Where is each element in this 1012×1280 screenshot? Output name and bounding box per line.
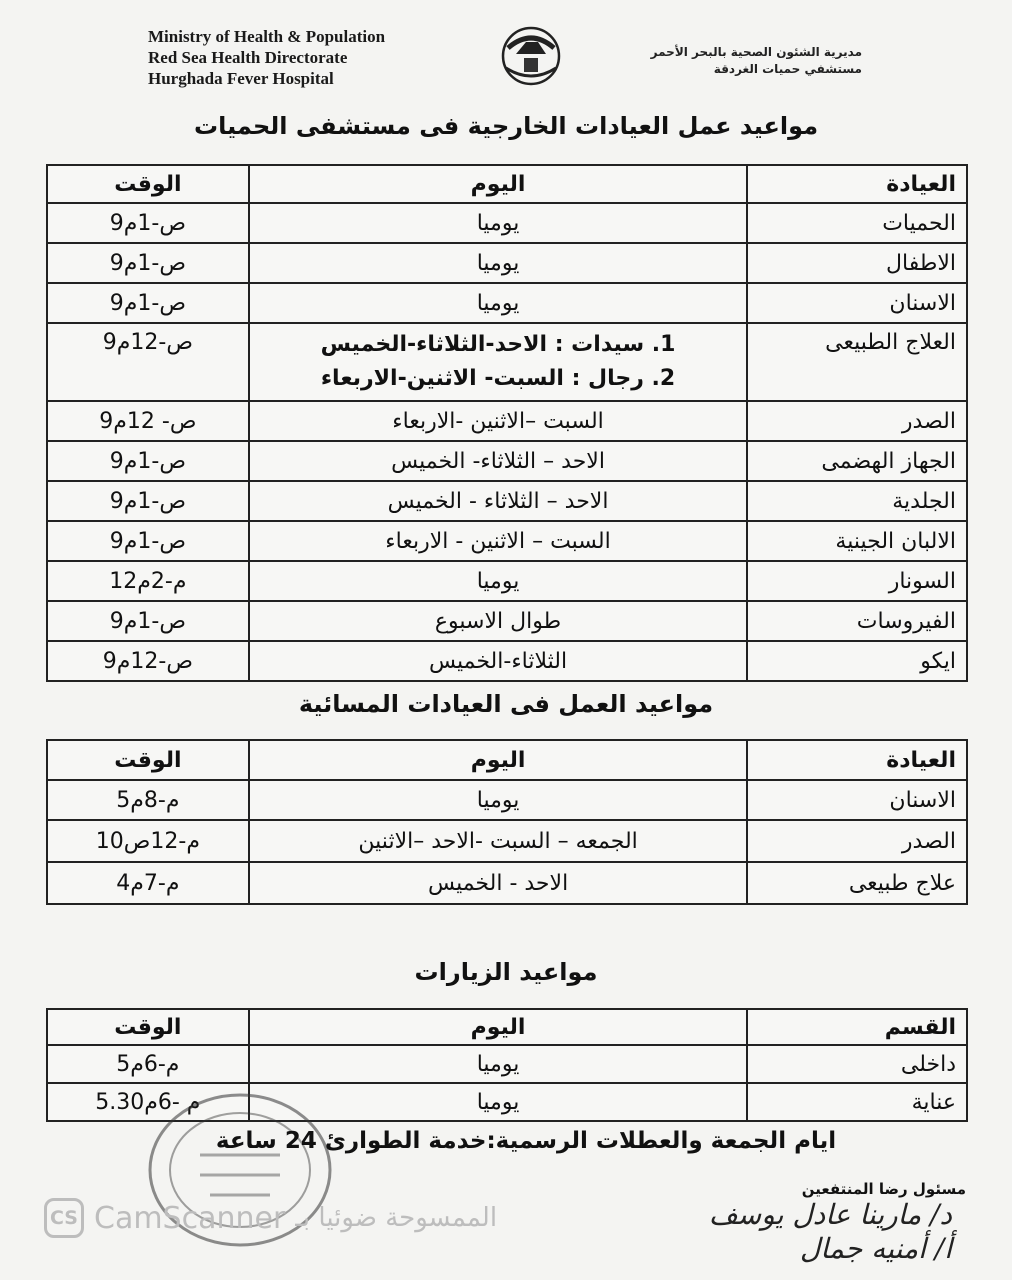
time-cell: 5م-6م xyxy=(47,1045,249,1083)
time-cell: 9ص-1م xyxy=(47,521,249,561)
signature-1: د/ مارينا عادل يوسف xyxy=(708,1198,952,1231)
day-cell: الاحد – الثلاثاء - الخميس xyxy=(249,481,748,521)
clinic-cell: الصدر xyxy=(747,401,967,441)
table-row xyxy=(47,243,967,283)
clinic-cell: السونار xyxy=(747,561,967,601)
clinic-cell: الاطفال xyxy=(747,243,967,283)
header-arabic xyxy=(651,44,862,78)
time-cell: 9ص-1م xyxy=(47,481,249,521)
table-row xyxy=(47,203,967,243)
time-cell: 9ص-1م xyxy=(47,283,249,323)
table-row xyxy=(47,1045,967,1083)
time-cell: 4م-7م xyxy=(47,862,249,904)
clinic-cell: علاج طبيعى xyxy=(747,862,967,904)
day-cell xyxy=(249,323,748,401)
day-line-men: 2. رجال : السبت- الاثنين-الاربعاء xyxy=(320,366,676,391)
clinic-cell: الاسنان xyxy=(747,780,967,820)
day-cell: يوميا xyxy=(249,1045,748,1083)
time-cell: 9ص-12م xyxy=(47,323,249,401)
day-cell: يوميا xyxy=(249,1083,748,1121)
header-clinic: العيادة xyxy=(747,740,967,780)
clinic-cell: الفيروسات xyxy=(747,601,967,641)
time-cell: 10م-12ص xyxy=(47,820,249,862)
table-row xyxy=(47,401,967,441)
day-cell: طوال الاسبوع xyxy=(249,601,748,641)
outpatient-table xyxy=(46,164,968,682)
ministry-logo-icon xyxy=(486,24,576,88)
day-cell: يوميا xyxy=(249,780,748,820)
day-cell: الجمعه – السبت -الاحد –الاثنين xyxy=(249,820,748,862)
signature-2: أ/ أمنيه جمال xyxy=(799,1232,952,1265)
table-row xyxy=(47,601,967,641)
table-header-row xyxy=(47,1009,967,1045)
header-ar-line-2: مستشفي حميات الغردقة xyxy=(713,62,862,76)
header-time: الوقت xyxy=(47,165,249,203)
table-row xyxy=(47,641,967,681)
department-cell: داخلى xyxy=(747,1045,967,1083)
header-day: اليوم xyxy=(249,1009,748,1045)
department-cell: عناية xyxy=(747,1083,967,1121)
table-header-row xyxy=(47,740,967,780)
header-day: اليوم xyxy=(249,740,748,780)
header-ar-line-1: مديرية الشئون الصحية بالبحر الأحمر xyxy=(650,45,862,59)
header-day: اليوم xyxy=(249,165,748,203)
clinic-cell: ايكو xyxy=(747,641,967,681)
header-en-line-1: Ministry of Health & Population xyxy=(148,27,386,46)
table-header-row xyxy=(47,165,967,203)
day-cell: يوميا xyxy=(249,561,748,601)
time-cell: 12م-2م xyxy=(47,561,249,601)
clinic-cell: العلاج الطبيعى xyxy=(747,323,967,401)
table-row xyxy=(47,521,967,561)
clinic-cell: الالبان الجينية xyxy=(747,521,967,561)
day-cell: السبت –الاثنين -الاربعاء xyxy=(249,401,748,441)
table-row xyxy=(47,561,967,601)
day-cell: يوميا xyxy=(249,283,748,323)
watermark-ar-text: الممسوحة ضوئيا بـ xyxy=(295,1203,498,1233)
table-row xyxy=(47,481,967,521)
time-cell: 9ص-1م xyxy=(47,601,249,641)
time-cell: 5م-8م xyxy=(47,780,249,820)
time-cell: 9ص- 12م xyxy=(47,401,249,441)
clinic-cell: الاسنان xyxy=(747,283,967,323)
emergency-note: ايام الجمعة والعطلات الرسمية:خدمة الطوارئ 24 ساعة xyxy=(215,1128,837,1154)
header-clinic: العيادة xyxy=(747,165,967,203)
table-row xyxy=(47,283,967,323)
header-english xyxy=(148,26,385,89)
clinic-cell: الصدر xyxy=(747,820,967,862)
time-cell: 9ص-1م xyxy=(47,203,249,243)
time-cell: 9ص-1م xyxy=(47,243,249,283)
table-row xyxy=(47,820,967,862)
header-en-line-3: Hurghada Fever Hospital xyxy=(148,69,334,88)
evening-table xyxy=(46,739,968,905)
clinic-cell: الجلدية xyxy=(747,481,967,521)
day-cell: الثلاثاء-الخميس xyxy=(249,641,748,681)
clinic-cell: الحميات xyxy=(747,203,967,243)
time-cell: 9ص-1م xyxy=(47,441,249,481)
header-time: الوقت xyxy=(47,740,249,780)
table-row xyxy=(47,323,967,401)
header-time: الوقت xyxy=(47,1009,249,1045)
header-department: القسم xyxy=(747,1009,967,1045)
day-cell: يوميا xyxy=(249,203,748,243)
day-line-women: 1. سيدات : الاحد-الثلاثاء-الخميس xyxy=(320,332,676,357)
outpatient-title: مواعيد عمل العيادات الخارجية فى مستشفى الحميات xyxy=(193,112,819,140)
table-row xyxy=(47,780,967,820)
time-cell: 9ص-12م xyxy=(47,641,249,681)
day-cell: يوميا xyxy=(249,243,748,283)
camscanner-watermark xyxy=(44,1198,497,1238)
header-en-line-2: Red Sea Health Directorate xyxy=(148,48,348,67)
clinic-cell: الجهاز الهضمى xyxy=(747,441,967,481)
table-row xyxy=(47,862,967,904)
day-cell: السبت – الاثنين - الاربعاء xyxy=(249,521,748,561)
table-row xyxy=(47,441,967,481)
evening-title: مواعيد العمل فى العيادات المسائية xyxy=(298,690,714,718)
day-cell: الاحد – الثلاثاء- الخميس xyxy=(249,441,748,481)
watermark-text: CamScanner xyxy=(94,1200,286,1236)
responsible-label: مسئول رضا المنتفعين xyxy=(801,1180,966,1198)
day-cell: الاحد - الخميس xyxy=(249,862,748,904)
visits-title: مواعيد الزيارات xyxy=(414,958,598,986)
camscanner-icon: CS xyxy=(44,1198,84,1238)
time-cell: 5.30م -6م xyxy=(47,1083,249,1121)
